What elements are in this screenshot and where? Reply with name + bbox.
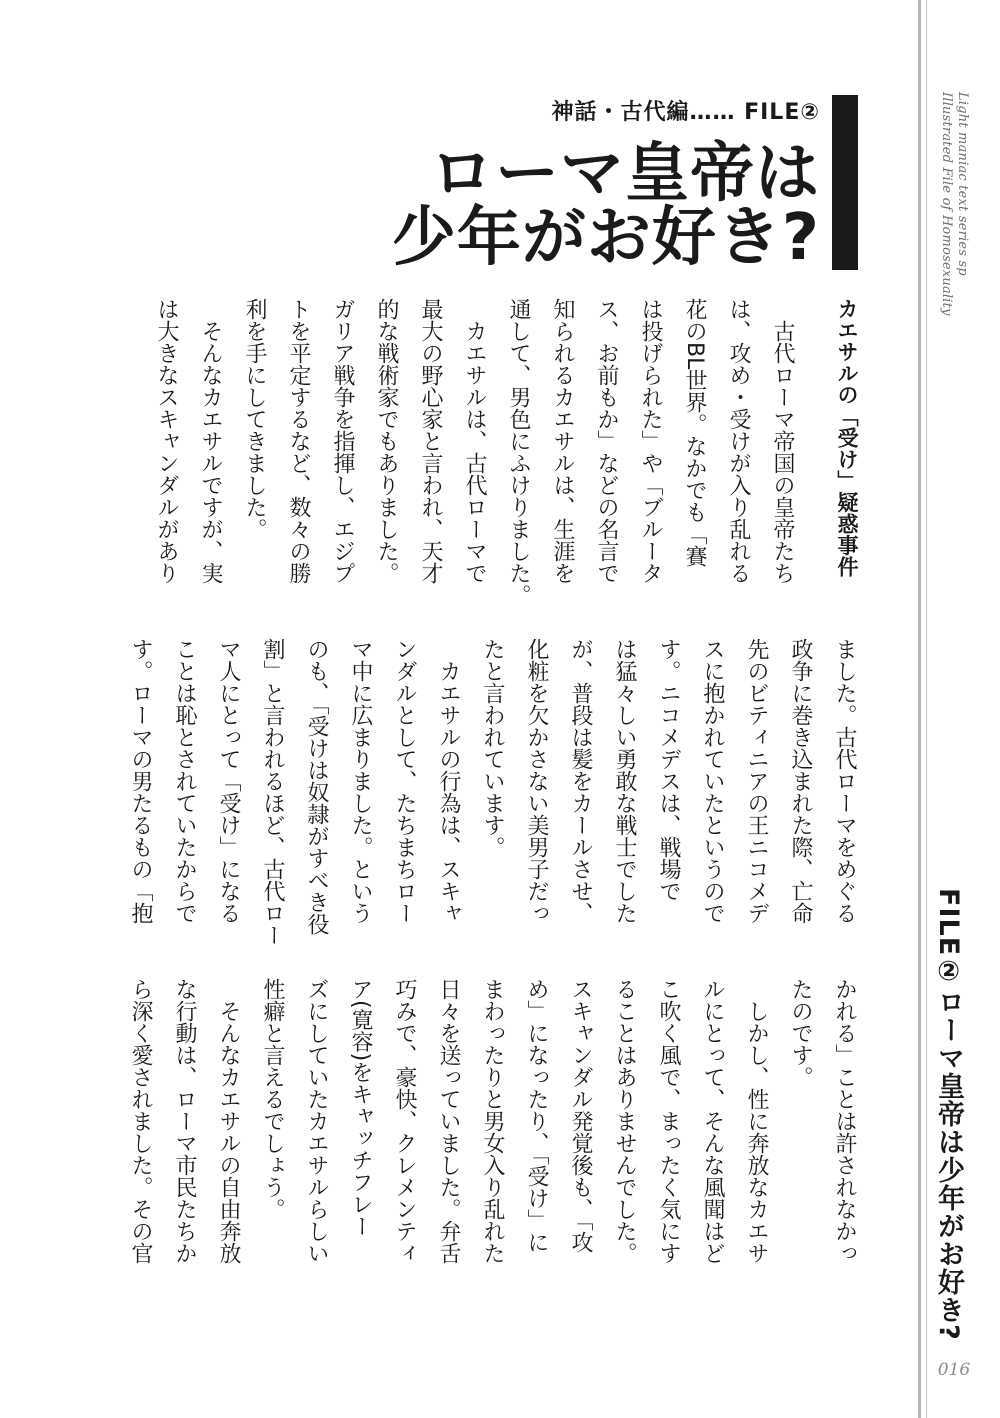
- text-line: ら深く愛されました。その官: [128, 978, 153, 1264]
- text-line: そんなカエサルの自由奔放: [216, 978, 241, 1264]
- text-line: 通して、男色にふけりました。: [506, 298, 531, 606]
- text-line: ることはありませんでした。: [612, 978, 637, 1264]
- text-line: マ中に広まりました。という: [348, 638, 373, 924]
- running-title: FILE②ローマ皇帝は少年がお好き?: [933, 888, 964, 1341]
- text-line: 政争に巻き込まれた際、亡命: [788, 638, 813, 924]
- text-line: そんなカエサルですが、実: [198, 298, 223, 584]
- text-line: す。ローマの男たるもの「抱: [128, 638, 153, 924]
- series-caption-line-1: Light maniac text series sp: [955, 92, 970, 276]
- text-line: 日々を送っていました。弁舌: [436, 978, 461, 1264]
- text-line: は投げられた」や「ブルータ: [638, 298, 663, 584]
- text-line: カエサルは、古代ローマで: [462, 298, 487, 584]
- page-number: 016: [937, 1360, 971, 1380]
- text-line: ことは恥とされていたからで: [172, 638, 197, 924]
- text-line: 的な戦術家でもありました。: [374, 298, 399, 584]
- text-line: カエサルの行為は、スキャ: [436, 638, 461, 924]
- text-line: ガリア戦争を指揮し、エジプ: [330, 298, 355, 584]
- text-line: ズにしていたカエサルらしい: [304, 978, 329, 1264]
- text-line: スに抱かれていたというので: [700, 638, 725, 924]
- text-line: トを平定するなど、数々の勝: [286, 298, 311, 584]
- page-title-line-2: 少年がお好き?: [391, 201, 820, 275]
- text-line: は猛々しい勇敢な戦士でした: [612, 638, 637, 924]
- text-line: 化粧を欠かさない美男子だっ: [524, 638, 549, 924]
- text-line: 性癖と言えるでしょう。: [260, 978, 285, 1220]
- text-line: まわったりと男女入り乱れた: [480, 978, 505, 1264]
- text-line: ルにとって、そんな風聞はど: [700, 978, 725, 1264]
- text-line: しかし、性に奔放なカエサ: [744, 978, 769, 1264]
- margin-rule-thick: [918, 0, 921, 1418]
- body-text-block-2: [96, 638, 866, 978]
- text-line: な行動は、ローマ市民たちか: [172, 978, 197, 1264]
- text-line: は、攻め・受けが入り乱れる: [726, 298, 751, 584]
- text-line: かれる」ことは許されなかっ: [832, 978, 857, 1264]
- text-line: 利を手にしてきました。: [242, 298, 267, 540]
- text-line: 最大の野心家と言われ、天才: [418, 298, 443, 584]
- text-line: 花のBL世界。なかでも「賽: [682, 298, 707, 568]
- chapter-kicker: 神話・古代編…… FILE②: [551, 100, 820, 125]
- text-line: スキャンダル発覚後も、「攻: [568, 978, 593, 1253]
- margin-rule-thin: [926, 0, 927, 1418]
- text-line: ました。古代ローマをめぐる: [832, 638, 857, 924]
- text-line: す。ニコメデスは、戦場で: [656, 638, 681, 902]
- body-text-block-1: [96, 298, 804, 638]
- text-line: 古代ローマ帝国の皇帝たち: [770, 298, 795, 584]
- title-accent-bar: [832, 95, 858, 270]
- text-line: 先のビティニアの王ニコメデ: [744, 638, 769, 924]
- text-line: たのです。: [788, 978, 813, 1088]
- text-line: が、普段は髪をカールさせ、: [568, 638, 593, 924]
- page-title-line-1: ローマ皇帝は: [430, 137, 820, 211]
- body-text-block-3: [96, 978, 866, 1318]
- series-caption: [938, 92, 970, 322]
- text-line: ア(寛容)をキャッチフレー: [348, 978, 373, 1238]
- text-line: たと言われています。: [480, 638, 505, 858]
- text-line: こ吹く風で、まったく気にす: [656, 978, 681, 1264]
- text-line: め」になったり、「受け」に: [524, 978, 549, 1253]
- section-subheading: カエサルの「受け」疑惑事件: [835, 298, 859, 578]
- text-line: 巧みで、豪快、クレメンティ: [392, 978, 417, 1264]
- text-line: ンダルとして、たちまちロー: [392, 638, 417, 924]
- text-line: マ人にとって「受け」になる: [216, 638, 241, 924]
- text-line: 知られるカエサルは、生涯を: [550, 298, 575, 584]
- text-line: ス、お前もか」などの名言で: [594, 298, 619, 584]
- series-caption-line-2: Illustrated File of Homosexuality: [939, 92, 954, 316]
- text-line: は大きなスキャンダルがあり: [154, 298, 179, 584]
- text-line: のも、「受けは奴隷がすべき役: [304, 638, 329, 935]
- text-line: 割」と言われるほど、古代ロー: [260, 638, 285, 946]
